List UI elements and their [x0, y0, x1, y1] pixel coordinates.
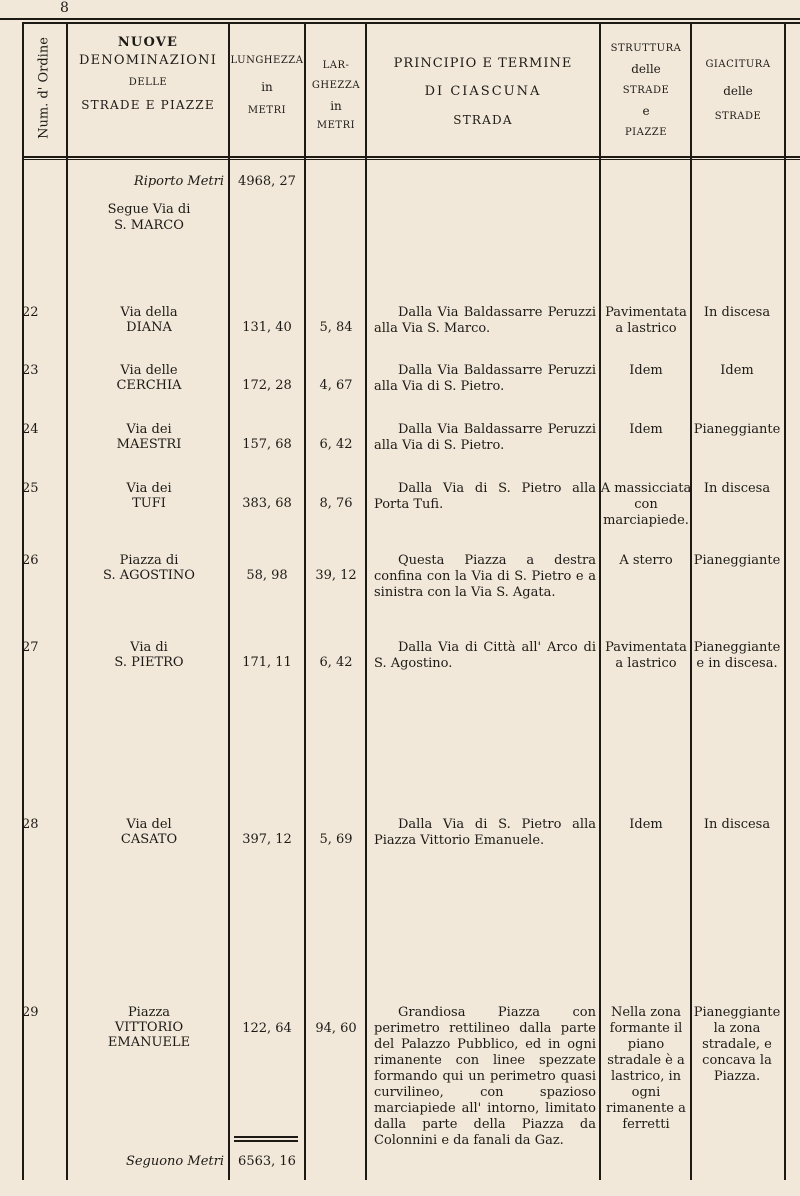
row-num: 23: [22, 363, 39, 378]
row-length: 122, 64: [242, 1021, 292, 1036]
top-rule: [0, 18, 800, 20]
row-name-2: MAESTRI: [116, 437, 182, 452]
col-rule-4: [365, 22, 367, 1180]
riporto-label: Riporto Metri: [133, 174, 224, 189]
row-name-1: Via dei: [126, 481, 172, 496]
row-description: Dalla Via di Città all' Arco di S. Agostino.: [374, 640, 596, 671]
row-slope: In discesa: [703, 305, 771, 320]
row-structure: A sterro: [619, 553, 673, 568]
row-name-1: Via delle: [120, 363, 178, 378]
strutt-line-3: STRADE: [622, 85, 670, 96]
row-length: 171, 11: [242, 655, 292, 670]
row-name-1: Via della: [120, 305, 178, 320]
denom-line-3: DELLE: [128, 77, 168, 88]
row-description: Dalla Via di S. Pietro alla Piazza Vittorio Emanuele.: [374, 817, 596, 848]
row-name-1: Via del: [126, 817, 172, 832]
page-number: 8: [60, 0, 69, 16]
segue-line-2: S. MARCO: [114, 218, 184, 233]
header-lunghezza: [230, 52, 304, 120]
row-length: 172, 28: [242, 378, 292, 393]
row-slope: Pianeggiante: [693, 422, 781, 437]
row-width: 4, 67: [319, 378, 353, 393]
row-name-1: Piazza: [127, 1005, 171, 1020]
row-structure: Pavimentata a lastrico: [605, 640, 687, 671]
row-structure: Nella zona formante il piano stradale è a lastrico, in ogni rimanente a ferretti: [606, 1005, 686, 1132]
total-rule-1: [234, 1136, 298, 1138]
row-width: 5, 69: [319, 832, 353, 847]
row-slope: Pianeggiante e in discesa.: [693, 640, 781, 671]
row-num: 27: [22, 640, 39, 655]
row-structure: Idem: [629, 817, 663, 832]
row-slope: Idem: [720, 363, 754, 378]
larg-line-4: METRI: [316, 120, 356, 131]
row-name-2: CASATO: [120, 832, 178, 847]
col-rule-1: [66, 22, 68, 1180]
row-name-1: Via di: [130, 640, 168, 655]
row-width: 6, 42: [319, 437, 353, 452]
row-structure: Pavimentata a lastrico: [605, 305, 687, 336]
row-name-2: VITTORIO: [114, 1020, 184, 1035]
row-name-1: Via dei: [126, 422, 172, 437]
row-num: 24: [22, 422, 39, 437]
header-num-ordine: [24, 20, 64, 155]
larg-line-3: in: [330, 99, 342, 113]
header-bottom-rule: [22, 156, 800, 158]
strutt-line-5: PIAZZE: [624, 127, 668, 138]
row-num: 29: [22, 1005, 39, 1020]
row-description: Dalla Via di S. Pietro alla Porta Tufi.: [374, 481, 596, 512]
row-length: 131, 40: [242, 320, 292, 335]
row-num: 26: [22, 553, 39, 568]
row-slope: In discesa: [703, 817, 771, 832]
header-larghezza: [306, 56, 366, 136]
larg-line-1: LAR-: [322, 60, 350, 71]
row-name-2: CERCHIA: [116, 378, 182, 393]
row-description: Dalla Via Baldassarre Peruzzi alla Via di S. Pietro.: [374, 363, 596, 394]
row-width: 39, 12: [315, 568, 357, 583]
strutt-line-1: STRUTTURA: [610, 43, 682, 54]
seguono-value: 6563, 16: [238, 1154, 296, 1169]
row-width: 8, 76: [319, 496, 353, 511]
row-slope: Pianeggiante la zona stradale, e concava la Piazza.: [693, 1005, 781, 1084]
header-principio: [367, 50, 599, 134]
row-num: 25: [22, 481, 39, 496]
row-name-1: Piazza di: [119, 553, 179, 568]
row-length: 58, 98: [246, 568, 288, 583]
row-num: 28: [22, 817, 39, 832]
lung-line-3: METRI: [247, 105, 287, 116]
riporto-value: 4968, 27: [238, 174, 296, 189]
row-description: Grandiosa Piazza con perimetro rettilineo dalla parte del Palazzo Pubblico, ed in ogni rimanente con linee spezzate formando qui un perimetro quasi curvilineo, con spazioso marciapiede all' intorno, limitato dalla parte della Piazza da Colonnini e da fanali da Gaz.: [374, 1005, 596, 1148]
row-structure: A massicciata con marciapiede.: [600, 481, 692, 528]
num-ordine-label: Num. d' Ordine: [36, 36, 52, 139]
denom-line-1: NUOVE: [117, 35, 179, 50]
princ-line-3: STRADA: [453, 113, 513, 127]
strutt-line-2: delle: [631, 62, 661, 76]
strutt-line-4: e: [642, 104, 650, 118]
col-rule-2: [228, 22, 230, 1180]
row-structure: Idem: [629, 422, 663, 437]
giac-line-2: delle: [723, 84, 753, 98]
col-rule-3: [304, 22, 306, 1180]
row-description: Dalla Via Baldassarre Peruzzi alla Via di S. Pietro.: [374, 422, 596, 453]
row-description: Dalla Via Baldassarre Peruzzi alla Via S. Marco.: [374, 305, 596, 336]
row-width: 94, 60: [315, 1021, 357, 1036]
col-rule-7: [784, 22, 786, 1180]
row-name-3: EMANUELE: [107, 1035, 191, 1050]
header-struttura: [601, 38, 691, 143]
lung-line-1: LUNGHEZZA: [230, 55, 304, 66]
header-denominazioni: [68, 34, 228, 114]
princ-line-1: PRINCIPIO E TERMINE: [393, 56, 573, 71]
row-name-2: S. PIETRO: [114, 655, 184, 670]
row-slope: In discesa: [703, 481, 771, 496]
row-length: 397, 12: [242, 832, 292, 847]
row-num: 22: [22, 305, 39, 320]
row-length: 383, 68: [242, 496, 292, 511]
denom-line-4: STRADE E PIAZZE: [81, 98, 215, 112]
giac-line-3: STRADE: [714, 111, 762, 122]
row-name-2: TUFI: [132, 496, 166, 511]
denom-line-2: DENOMINAZIONI: [78, 53, 218, 68]
header-giacitura: [692, 52, 784, 130]
row-name-2: S. AGOSTINO: [103, 568, 195, 583]
row-structure: Idem: [629, 363, 663, 378]
header-top-rule: [22, 22, 800, 24]
row-description: Questa Piazza a destra confina con la Via di S. Pietro e a sinistra con la Via S. Agata.: [374, 553, 596, 600]
lung-line-2: in: [261, 80, 273, 94]
total-rule-2: [234, 1140, 298, 1142]
seguono-label: Seguono Metri: [125, 1154, 224, 1169]
row-width: 5, 84: [319, 320, 353, 335]
row-width: 6, 42: [319, 655, 353, 670]
header-bottom-rule-2: [22, 159, 800, 160]
giac-line-1: GIACITURA: [705, 59, 771, 70]
row-slope: Pianeggiante: [693, 553, 781, 568]
larg-line-2: GHEZZA: [311, 80, 361, 91]
princ-line-2: DI CIASCUNA: [424, 84, 542, 99]
row-length: 157, 68: [242, 437, 292, 452]
segue-line-1: Segue Via di: [107, 202, 191, 217]
row-name-2: DIANA: [126, 320, 172, 335]
